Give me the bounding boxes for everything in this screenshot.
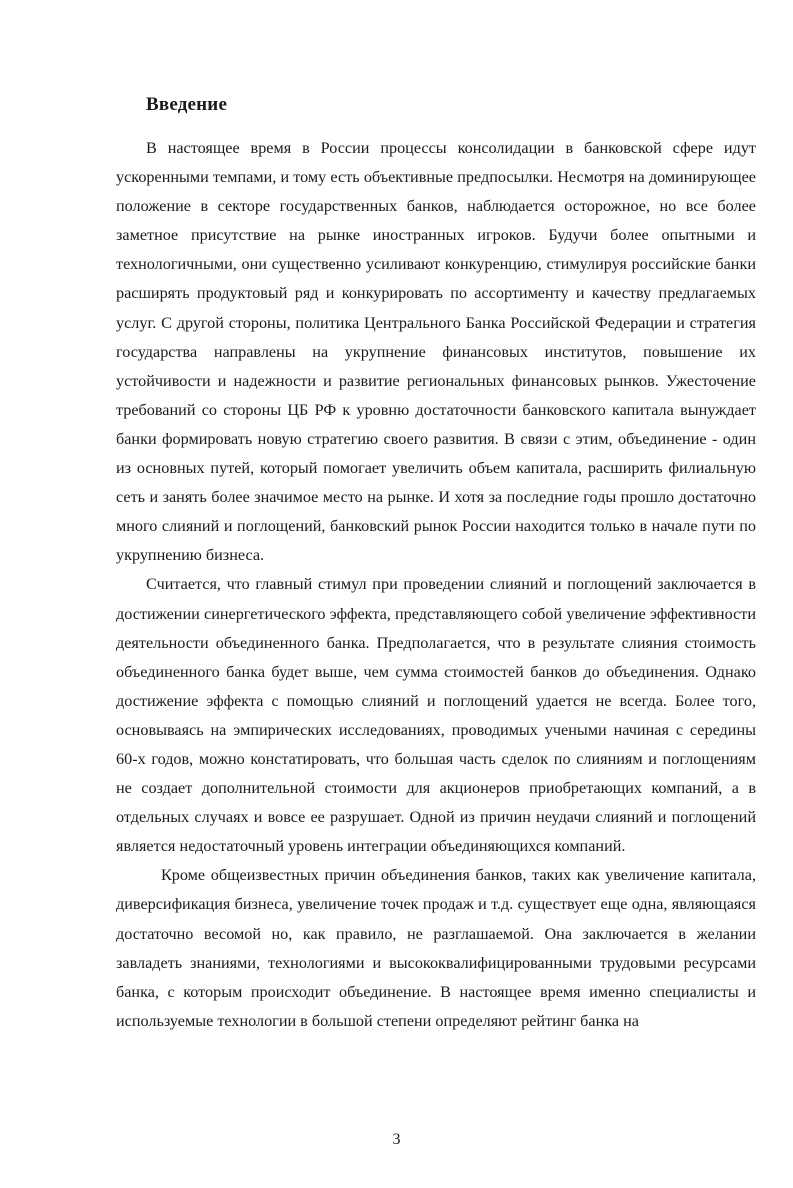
page-number: 3 [392,1131,401,1148]
section-heading: Введение [146,94,228,115]
body-text [116,134,756,1036]
paragraph-1: В настоящее время в России процессы консолидации в банковской сфере идут ускоренными темпами, и тому есть объективные предпосылки. Несмотря на доминирующее положение в секторе государственных банков, наблюдается осторожное, но все более заметное присутствие на рынке иностранных игроков. Будучи более опытными и технологичными, они существенно усиливают конкуренцию, стимулируя российские банки расширять продуктовый ряд и конкурировать по ассортименту и качеству предлагаемых услуг. С другой стороны, политика Центрального Банка Российской Федерации и стратегия государства направлены на укрупнение финансовых институтов, повышение их устойчивости и надежности и развитие региональных финансовых рынков. Ужесточение требований со стороны ЦБ РФ к уровню достаточности банковского капитала вынуждает банки формировать новую стратегию своего развития. В связи с этим, объединение - один из основных путей, который помогает увеличить объем капитала, расширить филиальную сеть и занять более значимое место на рынке. И хотя за последние годы прошло достаточно много слияний и поглощений, банковский рынок России находится только в начале пути по укрупнению бизнеса. [116,139,756,565]
paragraph-3: Кроме общеизвестных причин объединения банков, таких как увеличение капитала, диверсификация бизнеса, увеличение точек продаж и т.д. существует еще одна, являющаяся достаточно весомой но, как правило, не разглашаемой. Она заключается в желании завладеть знаниями, технологиями и высококвалифицированными трудовыми ресурсами банка, с которым происходит объединение. В настоящее время именно специалисты и используемые технологии в большой степени определяют рейтинг банка на [116,866,756,1030]
paragraph-2: Считается, что главный стимул при проведении слияний и поглощений заключается в достижении синергетического эффекта, представляющего собой увеличение эффективности деятельности объединенного банка. Предполагается, что в результате слияния стоимость объединенного банка будет выше, чем сумма стоимостей банков до объединения. Однако достижение эффекта с помощью слияний и поглощений удается не всегда. Более того, основываясь на эмпирических исследованиях, проводимых учеными начиная с середины 60-х годов, можно констатировать, что большая часть сделок по слияниям и поглощениям не создает дополнительной стоимости для акционеров приобретающих компаний, а в отдельных случаях и вовсе ее разрушает. Одной из причин неудачи слияний и поглощений является недостаточный уровень интеграции объединяющихся компаний. [116,575,756,856]
